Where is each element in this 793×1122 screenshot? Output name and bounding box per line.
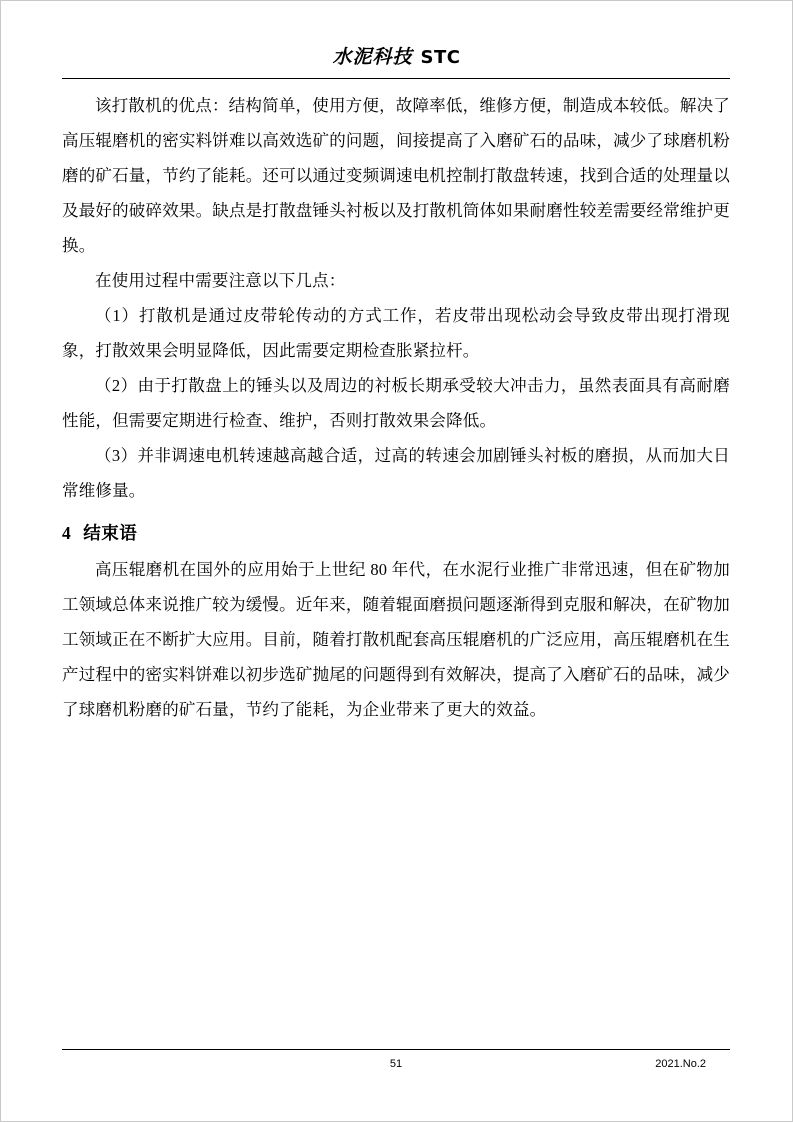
document-body	[62, 88, 730, 727]
paragraph-2: 在使用过程中需要注意以下几点：	[95, 271, 346, 290]
page-number: 51	[389, 1058, 403, 1070]
paragraph-5: （3）并非调速电机转速越高越合适，过高的转速会加剧锤头衬板的磨损，从而加大日常维修量。	[62, 446, 730, 500]
journal-title	[333, 42, 461, 69]
section-number: 4	[62, 523, 72, 543]
journal-title-cn: 水泥科技	[332, 47, 413, 68]
footer-divider	[62, 1049, 730, 1050]
page-footer	[62, 1058, 730, 1076]
page-header	[0, 42, 793, 69]
section-heading	[62, 514, 730, 552]
header-divider	[62, 78, 730, 79]
journal-title-abbr: STC	[420, 47, 461, 68]
paragraph-4: （2）由于打散盘上的锤头以及周边的衬板长期承受较大冲击力，虽然表面具有高耐磨性能，但需要定期进行检查、维护，否则打散效果会降低。	[62, 376, 730, 430]
section-paragraph: 高压辊磨机在国外的应用始于上世纪 80 年代，在水泥行业推广非常迅速，但在矿物加工领域总体来说推广较为缓慢。近年来，随着辊面磨损问题逐渐得到克服和解决，在矿物加工领域正在不断扩大应用。目前，随着打散机配套高压辊磨机的广泛应用，高压辊磨机在生产过程中的密实料饼难以初步选矿抛尾的问题得到有效解决，提高了入磨矿石的品味，减少了球磨机粉磨的矿石量，节约了能耗，为企业带来了更大的效益。	[62, 560, 730, 719]
section-title: 结束语	[83, 523, 138, 543]
paragraph-3: （1）打散机是通过皮带轮传动的方式工作，若皮带出现松动会导致皮带出现打滑现象，打散效果会明显降低，因此需要定期检查胀紧拉杆。	[62, 306, 730, 360]
paragraph-1: 该打散机的优点：结构简单，使用方便，故障率低，维修方便，制造成本较低。解决了高压辊磨机的密实料饼难以高效选矿的问题，间接提高了入磨矿石的品味，减少了球磨机粉磨的矿石量，节约了能耗。还可以通过变频调速电机控制打散盘转速，找到合适的处理量以及最好的破碎效果。缺点是打散盘锤头衬板以及打散机筒体如果耐磨性较差需要经常维护更换。	[62, 96, 730, 255]
issue-label: 2021.No.2	[655, 1058, 706, 1070]
